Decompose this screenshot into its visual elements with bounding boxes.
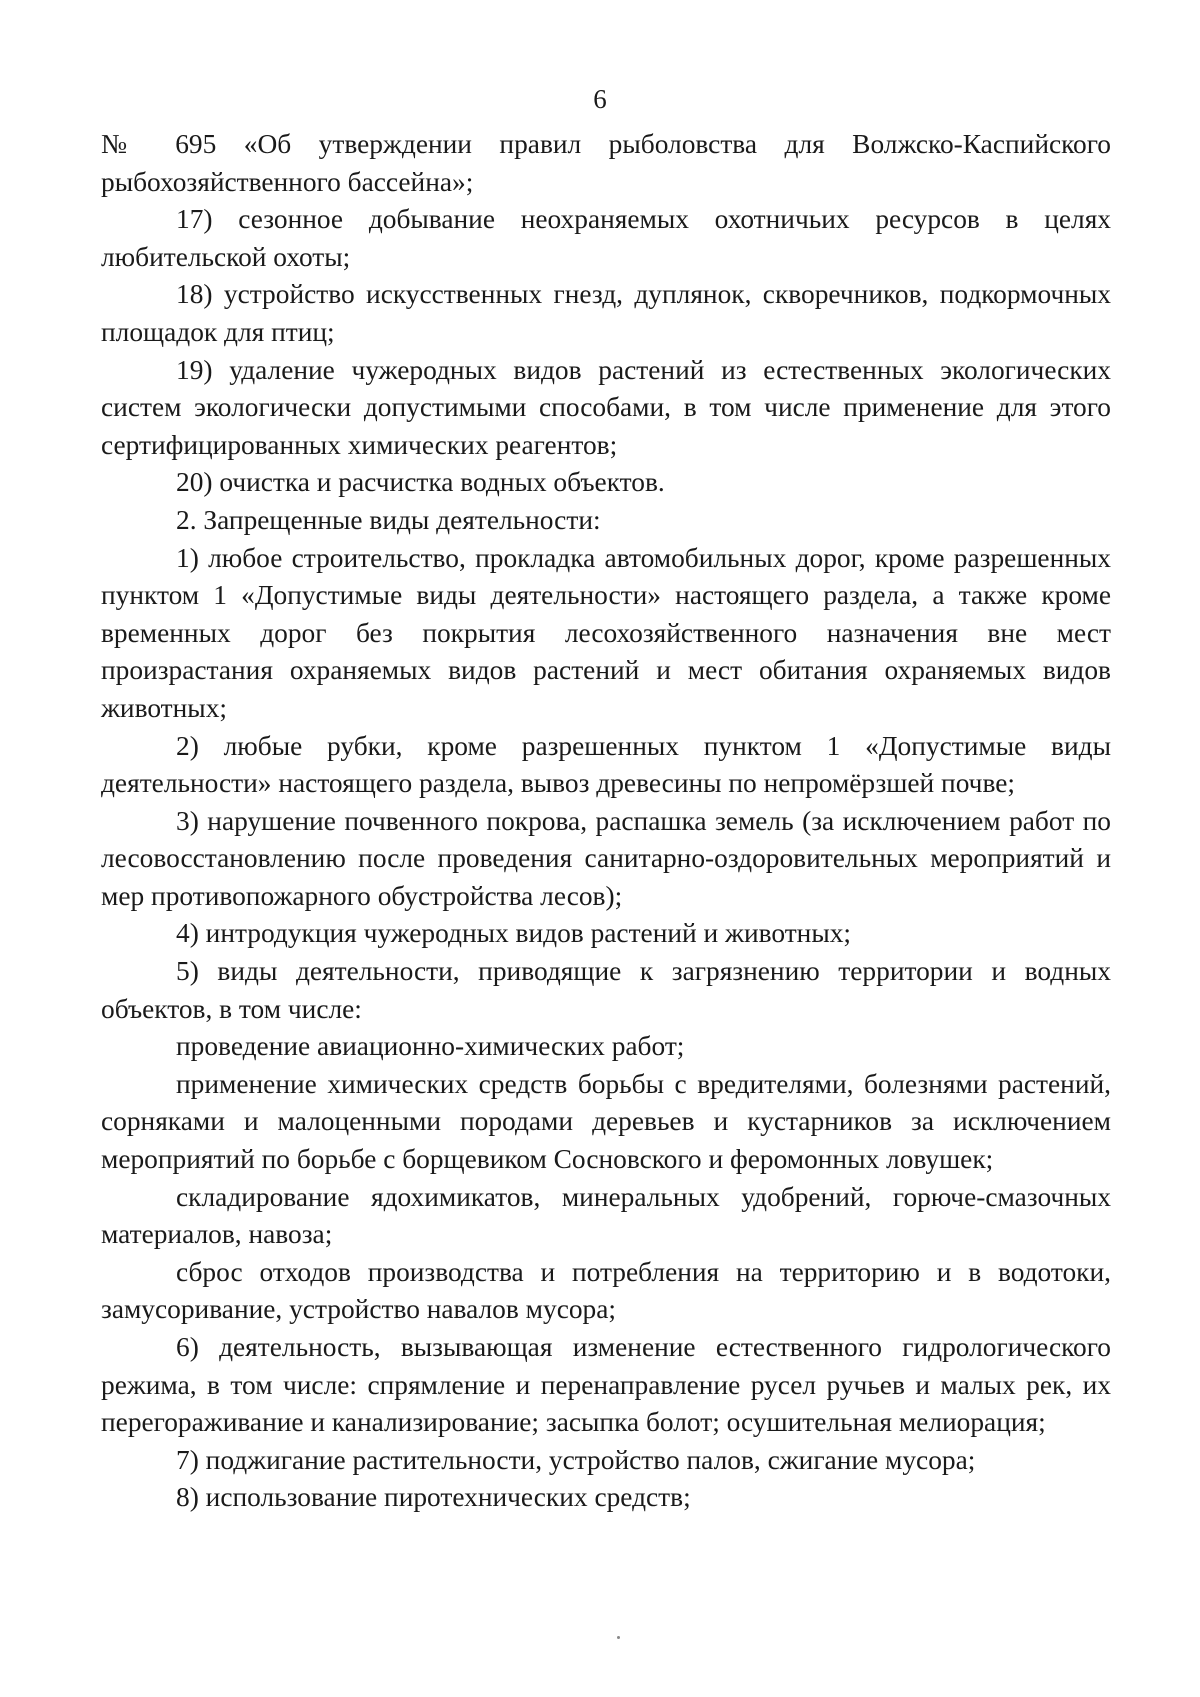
paragraph-prohibited-4: 4) интродукция чужеродных видов растений и животных; <box>176 918 852 949</box>
paragraph-item-17: 17) сезонное добывание неохраняемых охотничьих ресурсов в целях любительской охоты; <box>101 204 1111 272</box>
paragraph-prohibited-8: 8) использование пиротехнических средств; <box>176 1482 691 1513</box>
paragraph-prohibited-1: 1) любое строительство, прокладка автомобильных дорог, кроме разрешенных пунктом 1 «Допустимые виды деятельности» настоящего раздела, а также кроме временных дорог без покрытия лесохозяйственного назначения вне мест произрастания охраняемых видов растений и мест обитания охраняемых видов животных; <box>101 542 1111 723</box>
paragraph-subitem-waste: сброс отходов производства и потребления на территорию и в водотоки, замусоривание, устройство навалов мусора; <box>101 1256 1111 1325</box>
paragraph-item-18: 18) устройство искусственных гнезд, дуплянок, скворечников, подкормочных площадок для птиц; <box>101 279 1111 347</box>
page-number: 6 <box>593 84 607 114</box>
paragraph-item-20: 20) очистка и расчистка водных объектов. <box>176 467 665 498</box>
paragraph-prohibited-3: 3) нарушение почвенного покрова, распашка земель (за исключением работ по лесовосстановлению после проведения санитарно-оздоровительных мероприятий и мер противопожарного обустройства лесов); <box>101 805 1111 911</box>
section-heading-prohibited: 2. Запрещенные виды деятельности: <box>176 504 601 535</box>
document-body <box>101 126 1111 1517</box>
paragraph-prohibited-5: 5) виды деятельности, приводящие к загрязнению территории и водных объектов, в том числе: <box>101 956 1111 1024</box>
paragraph-prohibited-6: 6) деятельность, вызывающая изменение естественного гидрологического режима, в том числе: спрямление и перенаправление русел ручьев и малых рек, их перегораживание и канализирование; засыпка болот; осушительная мелиорация; <box>101 1332 1111 1438</box>
paragraph-prohibited-7: 7) поджигание растительности, устройство палов, сжигание мусора; <box>176 1444 976 1475</box>
paragraph-subitem-aviation: проведение авиационно-химических работ; <box>176 1031 685 1062</box>
paragraph-continuation: № 695 «Об утверждении правил рыболовства для Волжско-Каспийского рыбохозяйственного бассейна»; <box>101 129 1111 197</box>
paragraph-prohibited-2: 2) любые рубки, кроме разрешенных пунктом 1 «Допустимые виды деятельности» настоящего раздела, вывоз древесины по непромёрзшей почве; <box>101 730 1111 799</box>
paragraph-subitem-storage: складирование ядохимикатов, минеральных удобрений, горюче-смазочных материалов, навоза; <box>101 1181 1111 1250</box>
scan-artifact-dot <box>617 1636 620 1639</box>
paragraph-item-19: 19) удаление чужеродных видов растений из естественных экологических систем экологически допустимыми способами, в том числе применение для этого сертифицированных химических реагентов; <box>101 354 1111 460</box>
paragraph-subitem-chemicals: применение химических средств борьбы с вредителями, болезнями растений, сорняками и малоценными породами деревьев и кустарников за исключением мероприятий по борьбе с борщевиком Сосновского и феромонных ловушек; <box>101 1068 1111 1175</box>
